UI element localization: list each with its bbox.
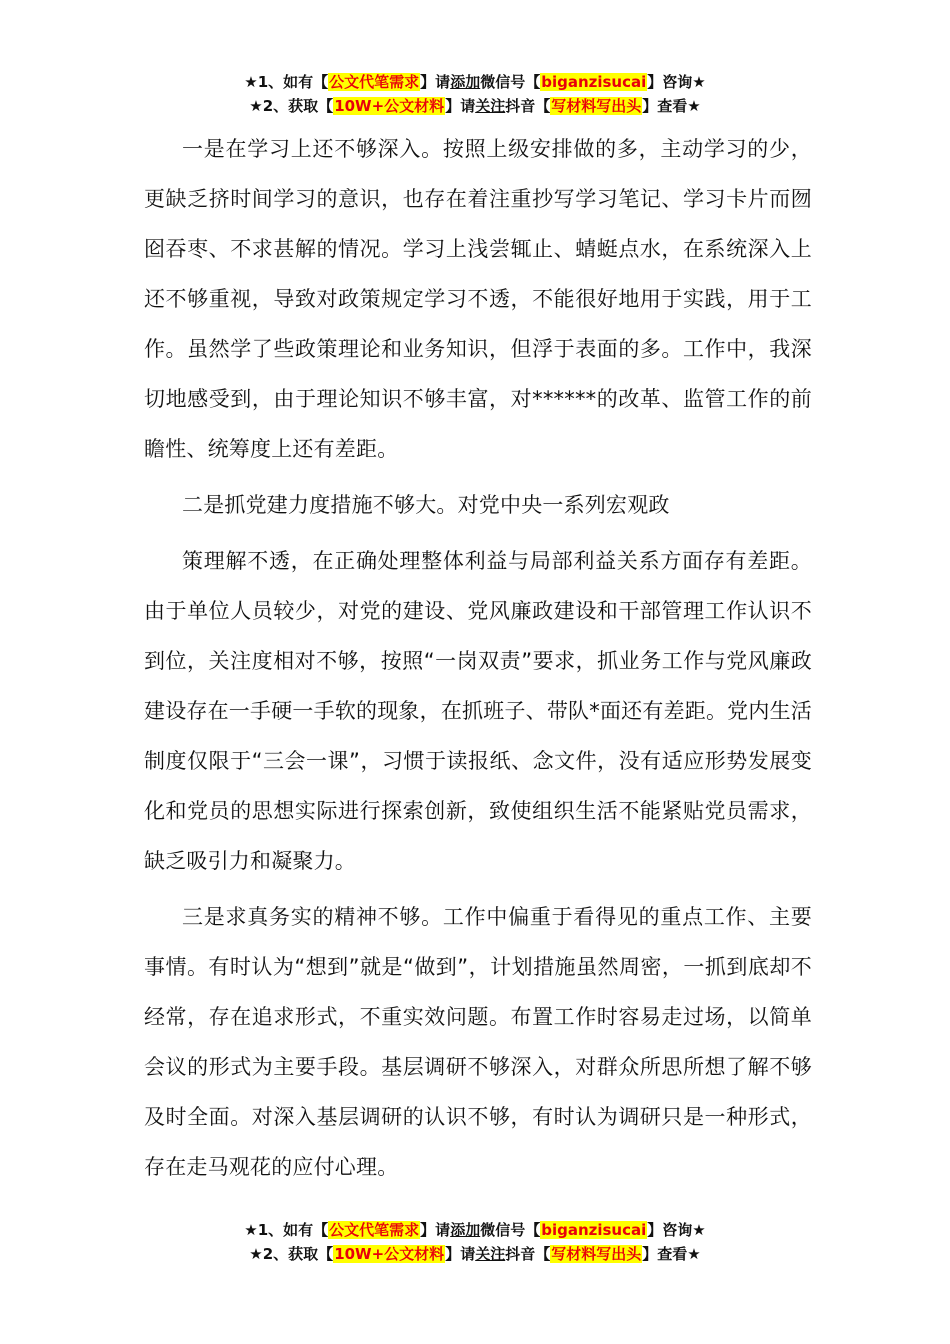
banner-underline: 添加 [450, 1221, 481, 1239]
paragraph-3: 策理解不透，在正确处理整体利益与局部利益关系方面存有差距。由于单位人员较少，对党的建设、党风廉政建设和干部管理工作认识不到位，关注度相对不够，按照“一岗双责”要求，抓业务工作与党风廉政建设存在一手硬一手软的现象，在抓班子、带队*面还有差距。党内生活制度仅限于“三会一课”，习惯于读报纸、念文件，没有适应形势发展变化和党员的思想实际进行探索创新，致使组织生活不能紧贴党员需求，缺乏吸引力和凝聚力。 [144, 549, 812, 873]
banner-line-2 [0, 1242, 950, 1266]
header-banner [0, 70, 950, 118]
banner-text: ★2、获取【 [249, 1245, 334, 1263]
paragraph-2: 二是抓党建力度措施不够大。对党中央一系列宏观政 [182, 493, 670, 517]
paragraph-1: 一是在学习上还不够深入。按照上级安排做的多，主动学习的少，更缺乏挤时间学习的意识，也存在着注重抄写学习笔记、学习卡片而囫囵吞枣、不求甚解的情况。学习上浅尝辄止、蜻蜓点水，在系统深入上还不够重视，导致对政策规定学习不透，不能很好地用于实践，用于工作。虽然学了些政策理论和业务知识，但浮于表面的多。工作中，我深切地感受到，由于理论知识不够丰富，对******的改革、监管工作的前瞻性、统筹度上还有差距。 [144, 137, 812, 461]
douyin-id-highlight: 写材料写出头 [551, 1245, 642, 1263]
banner-highlight: 公文代笔需求 [329, 1221, 420, 1239]
banner-text: 】咨询★ [647, 73, 706, 91]
banner-highlight: 公文代笔需求 [329, 73, 420, 91]
banner-line-1 [0, 70, 950, 94]
banner-line-2 [0, 94, 950, 118]
banner-text: 】请 [445, 1245, 476, 1263]
banner-underline: 添加 [450, 73, 481, 91]
paragraph-4: 三是求真务实的精神不够。工作中偏重于看得见的重点工作、主要事情。有时认为“想到”就是“做到”，计划措施虽然周密，一抓到底却不经常，存在追求形式，不重实效问题。布置工作时容易走过场，以简单会议的形式为主要手段。基层调研不够深入，对群众所思所想了解不够及时全面。对深入基层调研的认识不够，有时认为调研只是一种形式，存在走马观花的应付心理。 [144, 905, 812, 1179]
banner-text: 】咨询★ [647, 1221, 706, 1239]
banner-text: 微信号【 [480, 73, 541, 91]
banner-text: ★1、如有【 [244, 73, 329, 91]
footer-banner [0, 1218, 950, 1266]
banner-text: 】请 [420, 1221, 451, 1239]
wechat-id-highlight: biganzisucai [541, 1221, 647, 1239]
banner-text: 抖音【 [505, 1245, 551, 1263]
banner-text: 】请 [420, 73, 451, 91]
banner-text: ★1、如有【 [244, 1221, 329, 1239]
banner-text: ★2、获取【 [249, 97, 334, 115]
douyin-id-highlight: 写材料写出头 [551, 97, 642, 115]
document-body [144, 124, 812, 1192]
banner-text: 微信号【 [480, 1221, 541, 1239]
banner-text: 】请 [445, 97, 476, 115]
banner-text: 】查看★ [642, 1245, 701, 1263]
banner-line-1 [0, 1218, 950, 1242]
banner-underline: 关注 [475, 97, 506, 115]
banner-underline: 关注 [475, 1245, 506, 1263]
banner-text: 抖音【 [505, 97, 551, 115]
banner-highlight: 10W+公文材料 [334, 1245, 445, 1263]
banner-text: 】查看★ [642, 97, 701, 115]
wechat-id-highlight: biganzisucai [541, 73, 647, 91]
banner-highlight: 10W+公文材料 [334, 97, 445, 115]
